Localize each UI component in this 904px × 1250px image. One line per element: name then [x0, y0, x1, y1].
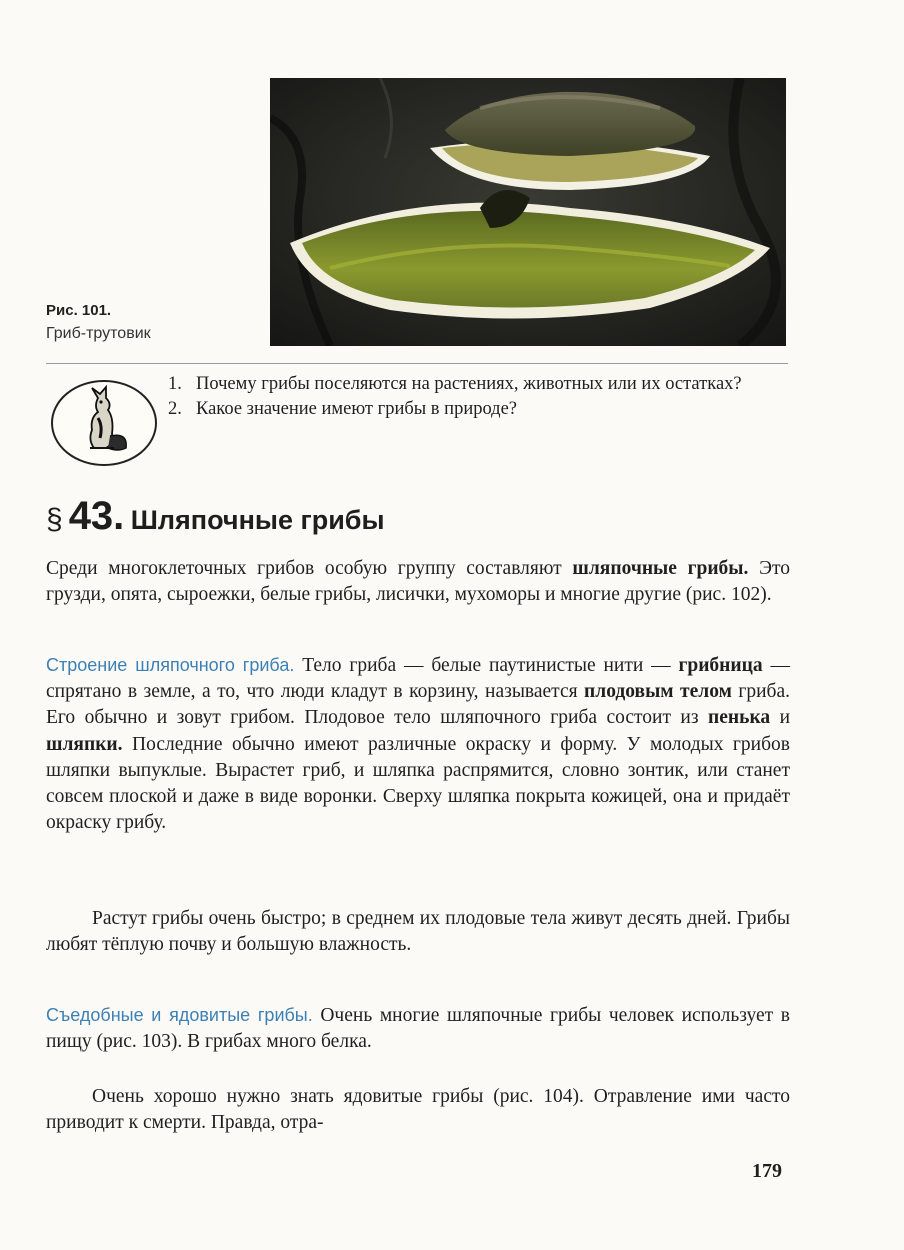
section-sign: § [46, 503, 63, 536]
figure-label: Рис. 101. [46, 302, 112, 319]
term-gribnitsa: грибница [678, 655, 763, 676]
subheading-edible: Съедобные и ядовитые грибы. [46, 1005, 313, 1025]
question-item [168, 397, 793, 422]
divider-line [46, 363, 788, 364]
paragraph-intro [46, 556, 790, 608]
question-text: Какое значение имеют грибы в природе? [196, 399, 518, 419]
text-run: Это грузди, опята, сыроежки, белые грибы, лисички, мухоморы и многие другие (рис. 102). [46, 558, 790, 606]
text-run: Среди многоклеточных грибов особую группу составляют [46, 558, 573, 579]
paragraph-poisonous [46, 1084, 790, 1136]
figure-caption-text: Гриб-трутовик [46, 325, 151, 342]
paragraph-text: Растут грибы очень быстро; в среднем их плодовые тела живут десять дней. Грибы любят тёплую почву и большую влажность. [46, 908, 790, 956]
text-run: — спрятано в земле, а то, что люди кладут в корзину, называется [46, 655, 791, 703]
text-run: Тело гриба — белые паутинистые нити — [294, 655, 679, 676]
subheading-structure: Строение шляпочного гриба. [46, 655, 295, 675]
page-number: 179 [752, 1160, 782, 1182]
term-shlyapka: шляпки. [46, 733, 123, 755]
section-heading [46, 494, 385, 539]
text-run: и [770, 707, 790, 729]
fox-mascot-icon [48, 378, 166, 468]
section-number: 43. [68, 494, 125, 538]
figure-caption [46, 300, 256, 346]
question-text: Почему грибы поселяются на растениях, животных или их остатках? [196, 374, 742, 394]
fungus-photo [270, 78, 786, 346]
term-penek: пенька [708, 707, 771, 729]
review-questions [168, 372, 793, 422]
question-number: 2. [168, 399, 182, 419]
question-number: 1. [168, 374, 182, 394]
term-plodovoe-telo: плодовым телом [584, 681, 732, 703]
paragraph-structure [46, 652, 790, 836]
paragraph-text: Очень хорошо нужно знать ядовитые грибы (рис. 104). Отравление ими часто приводит к смерти. Правда, отра- [46, 1086, 790, 1134]
paragraph-edible [46, 1002, 790, 1055]
section-title: Шляпочные грибы [130, 505, 385, 535]
term-shlyapochnye: шляпочные грибы. [572, 558, 749, 579]
text-run: Очень многие шляпочные грибы человек использует в пищу (рис. 103). В грибах много белка. [46, 1005, 790, 1053]
text-run: Последние обычно имеют различные окраску и форму. У молодых грибов шляпки выпуклые. Вырастет гриб, и шляпка распрямится, словно зонтик, или станет совсем плоской и даже в виде воронки. Сверху шляпка покрыта кожицей, она и придаёт окраску грибу. [46, 733, 790, 834]
paragraph-growth [46, 906, 790, 958]
question-item [168, 372, 793, 397]
text-run: гриба. Его обычно и зовут грибом. Плодовое тело шляпочного гриба состоит из [46, 681, 790, 729]
